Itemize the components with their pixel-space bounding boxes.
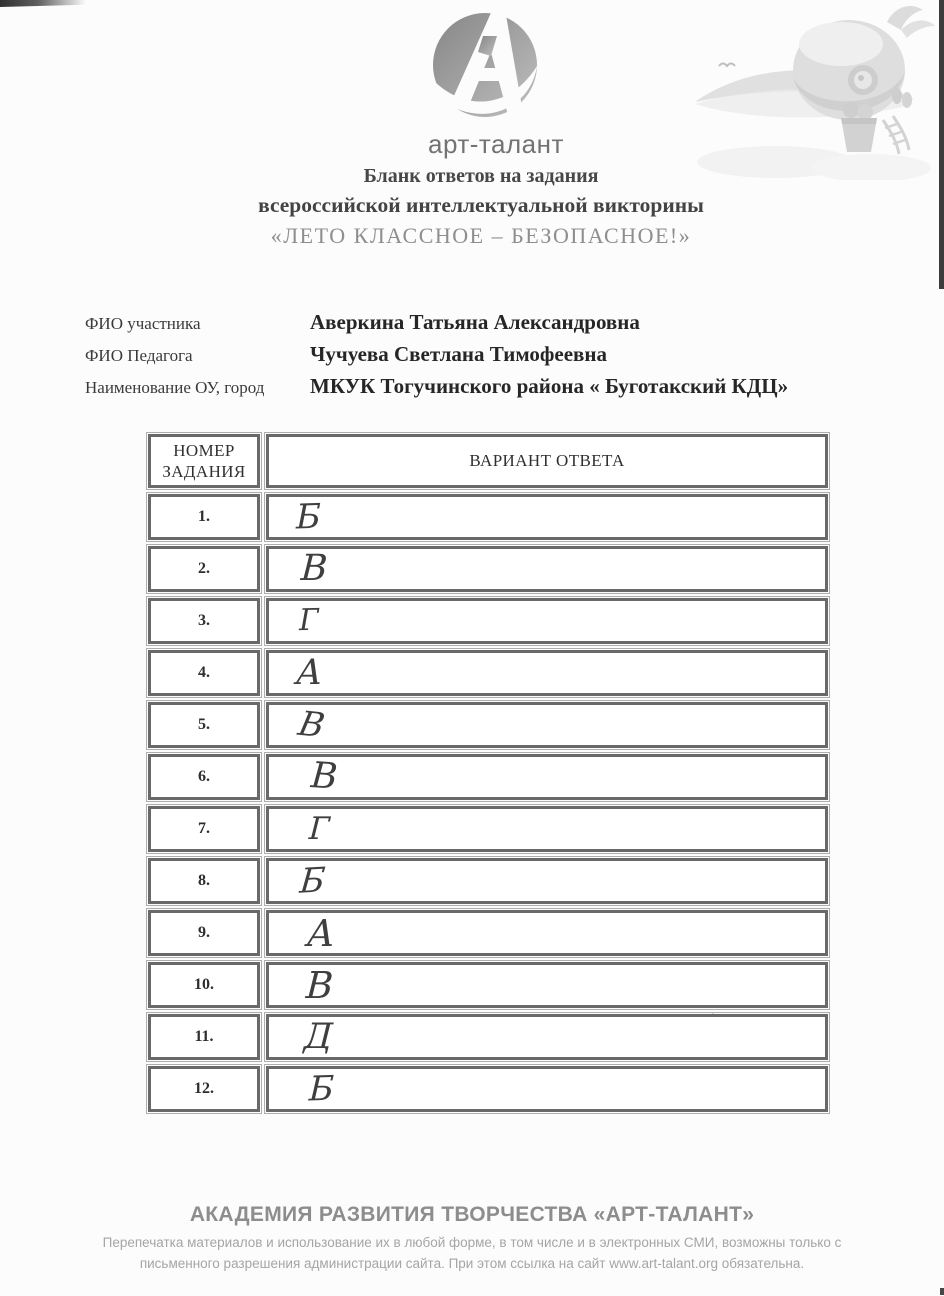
handwritten-answer: В bbox=[304, 963, 335, 1007]
task-number-cell bbox=[148, 650, 260, 696]
form-title-line2: всероссийской интеллектуальной викторины bbox=[258, 193, 704, 217]
field-row-teacher bbox=[85, 342, 885, 367]
footer bbox=[0, 1203, 944, 1275]
answer-option-header: ВАРИАНТ ОТВЕТА bbox=[469, 451, 625, 471]
participant-name-value: Аверкина Татьяна Александровна bbox=[310, 310, 640, 334]
table-row bbox=[148, 858, 828, 904]
handwritten-answer: Г bbox=[308, 810, 331, 847]
task-number: 7. bbox=[198, 820, 210, 837]
answer-cell bbox=[266, 806, 828, 852]
copyright-notice bbox=[0, 1233, 944, 1275]
task-number-header-cell bbox=[148, 434, 260, 488]
task-number-cell bbox=[148, 702, 260, 748]
table-row bbox=[148, 1014, 828, 1060]
task-number: 6. bbox=[198, 768, 210, 785]
handwritten-answer: Б bbox=[308, 1068, 335, 1110]
task-number: 4. bbox=[198, 664, 210, 681]
handwritten-answer: Г bbox=[298, 602, 320, 639]
table-row bbox=[148, 494, 828, 540]
table-row bbox=[148, 1066, 828, 1112]
answer-cell bbox=[266, 754, 828, 800]
participant-fields bbox=[85, 310, 885, 406]
quiz-title: «ЛЕТО КЛАССНОЕ – БЕЗОПАСНОЕ!» bbox=[270, 223, 692, 248]
handwritten-answer: А bbox=[294, 652, 324, 693]
field-row-participant bbox=[85, 310, 885, 335]
answer-option-header-cell bbox=[266, 434, 828, 488]
table-row bbox=[148, 754, 828, 800]
form-heading bbox=[0, 165, 944, 249]
whale-airship-illustration bbox=[691, 0, 939, 180]
answer-cell bbox=[266, 546, 828, 592]
handwritten-answer: Б bbox=[296, 496, 321, 538]
task-number: 8. bbox=[198, 872, 210, 889]
participant-name-label: ФИО участника bbox=[85, 314, 201, 333]
answer-cell bbox=[266, 598, 828, 644]
handwritten-answer: Д bbox=[302, 1016, 334, 1057]
table-row bbox=[148, 962, 828, 1008]
task-number: 3. bbox=[198, 612, 210, 629]
answer-cell bbox=[266, 1066, 828, 1112]
task-number-cell bbox=[148, 546, 260, 592]
logo-wordmark: арт-талант bbox=[428, 129, 564, 159]
task-number-header bbox=[162, 440, 245, 483]
task-number-header-line1: НОМЕР bbox=[173, 440, 235, 460]
task-number: 10. bbox=[194, 976, 214, 993]
handwritten-answer: В bbox=[309, 755, 339, 798]
task-number: 2. bbox=[198, 560, 210, 577]
institution-value: МКУК Тогучинского района « Буготакский КДЦ» bbox=[310, 374, 789, 398]
whale-airship-icon bbox=[691, 0, 939, 180]
handwritten-answer: В bbox=[294, 704, 329, 746]
task-number-cell bbox=[148, 858, 260, 904]
form-title-line1: Бланк ответов на задания bbox=[363, 165, 599, 187]
copyright-line1: Перепечатка материалов и использование их в любой форме, в том числе и в электронных СМИ, возможны только с bbox=[102, 1235, 842, 1250]
task-number-cell bbox=[148, 910, 260, 956]
task-number: 5. bbox=[198, 716, 210, 733]
task-number-cell bbox=[148, 806, 260, 852]
answer-cell bbox=[266, 1014, 828, 1060]
answer-cell bbox=[266, 494, 828, 540]
task-number-cell bbox=[148, 754, 260, 800]
scan-artifact-bottom-right bbox=[940, 1288, 944, 1295]
task-number-header-line2: ЗАДАНИЯ bbox=[162, 462, 246, 481]
answer-cell bbox=[266, 702, 828, 748]
task-number: 12. bbox=[194, 1080, 214, 1097]
table-row bbox=[148, 598, 828, 644]
answers-table bbox=[148, 434, 828, 1118]
handwritten-answer: Б bbox=[298, 860, 327, 902]
task-number-cell bbox=[148, 962, 260, 1008]
answer-cell bbox=[266, 650, 828, 696]
task-number-cell bbox=[148, 598, 260, 644]
task-number-cell bbox=[148, 1014, 260, 1060]
table-row bbox=[148, 806, 828, 852]
academy-title: АКАДЕМИЯ РАЗВИТИЯ ТВОРЧЕСТВА «АРТ-ТАЛАНТ» bbox=[189, 1203, 755, 1226]
field-row-institution bbox=[85, 374, 885, 399]
answer-rows bbox=[148, 494, 828, 1112]
art-talant-logo bbox=[428, 6, 564, 160]
table-header-row bbox=[148, 434, 828, 488]
table-row bbox=[148, 650, 828, 696]
table-row bbox=[148, 910, 828, 956]
scan-artifact-top-left bbox=[0, 0, 86, 7]
task-number-cell bbox=[148, 1066, 260, 1112]
task-number-cell bbox=[148, 494, 260, 540]
handwritten-answer: В bbox=[299, 548, 329, 589]
task-number: 9. bbox=[198, 924, 210, 941]
table-row bbox=[148, 546, 828, 592]
art-talant-circle-a-icon bbox=[431, 6, 541, 128]
copyright-line2: письменного разрешения администрации сайта. При этом ссылка на сайт www.art-talant.org обязательна. bbox=[139, 1255, 805, 1271]
task-number: 1. bbox=[198, 508, 210, 525]
answer-cell bbox=[266, 962, 828, 1008]
teacher-name-label: ФИО Педагога bbox=[85, 346, 193, 365]
task-number: 11. bbox=[194, 1028, 214, 1045]
answer-cell bbox=[266, 858, 828, 904]
teacher-name-value: Чучуева Светлана Тимофеевна bbox=[310, 342, 607, 366]
table-row bbox=[148, 702, 828, 748]
institution-label: Наименование ОУ, город bbox=[85, 378, 265, 397]
handwritten-answer: А bbox=[305, 911, 337, 955]
answer-cell bbox=[266, 910, 828, 956]
